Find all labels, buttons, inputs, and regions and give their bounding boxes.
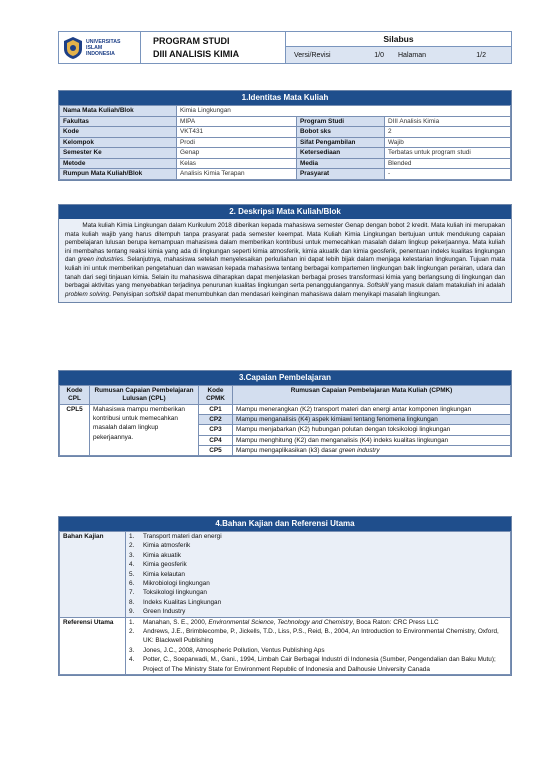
cpmk-text: Mampu menganalisis (K4) aspek kimiawi tentang fenomena lingkungan [233, 415, 511, 425]
university-name: UNIVERSITAS ISLAM INDONESIA [86, 38, 121, 57]
list-item: 2. Kimia atmosferik [129, 542, 191, 550]
header-cpl: Rumusan Capaian Pembelajaran Lulusan (CPL) [90, 386, 199, 405]
referensi-list [126, 617, 511, 674]
field-value: - [385, 169, 511, 180]
field-label: Rumpun Mata Kuliah/Blok [60, 169, 177, 180]
list-item: 1. Transport materi dan energi [129, 533, 222, 540]
bahan-kajian-table [59, 531, 511, 675]
cpmk-code: CP1 [199, 405, 233, 415]
list-item: 6. Mikrobiologi lingkungan [129, 580, 210, 588]
capaian-table [59, 385, 511, 456]
document-header [58, 31, 512, 64]
section-identitas [58, 90, 512, 181]
section-title: 3.Capaian Pembelajaran [59, 371, 511, 385]
field-value: VKT431 [177, 127, 297, 138]
identitas-table [59, 105, 511, 180]
identitas-row [60, 116, 511, 127]
program-block [141, 32, 286, 63]
header-cpmk: Rumusan Capaian Pembelajaran Mata Kuliah (CPMK) [233, 386, 511, 405]
program-name: DIII ANALISIS KIMIA [153, 48, 240, 59]
field-label: Semester Ke [60, 148, 177, 159]
field-label: Fakultas [60, 116, 177, 127]
field-label: Nama Mata Kuliah/Blok [60, 106, 177, 117]
university-logo [59, 32, 141, 63]
field-value: 2 [385, 127, 511, 138]
reference-item: 4. Potter, C., Soeparwadi, M., Gani., 1994, Limbah Cair Berbagai Industri di Indonesia (Sumber, Pengendalian dan Baku Mutu); Project of The Ministry State for Environment Republic of Indonesia and Dalhousie University Canada [129, 656, 496, 673]
cpmk-code: CP2 [199, 415, 233, 425]
field-value: Genap [177, 148, 297, 159]
field-value: Kelas [177, 158, 297, 169]
version-row [286, 47, 511, 63]
cpmk-code: CP3 [199, 425, 233, 435]
reference-item: 2. Andrews, J.E., Brimblecombe, P., Jickells, T.D., Liss, P.S., Reid, B., 2004, An Introduction to Environmental Chemistry, Oxford, UK: Blackwell Publishing [129, 628, 499, 645]
cpmk-text: Mampu menerangkan (K2) transport materi dan energi antar komponen lingkungan [233, 405, 511, 415]
cpmk-text: Mampu mengaplikasikan (k3) dasar green industry [233, 445, 511, 455]
description-text: Mata kuliah Kimia Lingkungan dalam Kurikulum 2018 diberikan kepada mahasiswa semester Genap dengan bobot 2 kredit. Mata kuliah ini merupakan mata kuliah wajib yang harus ditempuh tanpa prasyarat pada semester keempat. Mata Kuliah Kimia Lingkungan bertujuan untuk mendukung capaian pembelajaran lulusan berupa kemampuan mahasiswa dalam memberikan kontribusi untuk memecahkan masalah dalam lingkup pekerjaannya. Mata kuliah ini membahas tentang reaksi kimia yang ada di lingkungan seperti kimia atmosferik, kimia akuatik dan kimia geosferik, penentuan indeks kualitas lingkungan dan green industries. Selanjutnya, mahasiswa setelah menyelesaikan perkuliahan ini dapat lebih bijak dalam menjaga kelestarian lingkungan. Tujuan mata kuliah ini untuk memberikan pengetahuan dan wawasan kepada mahasiswa tentang berbagai kompartemen lingkungan baik lingkungan perairan, udara dan tanah dari segi tinjauan kimia. Selain itu mahasiswa diharapkan dapat menjelaskan berbagai proses transformasi kimia yang berlangsung di lingkungan dan berbagai aktivitas yang menyebabkan terjadinya penurunan kualitas lingkungan serta penanggulangannya. Softskill yang masuk dalam matakuliah ini adalah problem solving. Penyisipan softskill dapat menumbuhkan dan mendasari keinginan mahasiswa dalam menyikapi masalah lingkungan. [59, 219, 511, 302]
cpmk-code: CP5 [199, 445, 233, 455]
cpl-text: Mahasiswa mampu memberikan kontribusi untuk memecahkan masalah dalam lingkup pekerjaannya. [90, 405, 199, 456]
cpmk-text: Mampu menjabarkan (K2) hubungan polutan dengan toksikologi lingkungan [233, 425, 511, 435]
field-value: MIPA [177, 116, 297, 127]
field-value: Prodi [177, 137, 297, 148]
version-label: Versi/Revisi [294, 51, 331, 59]
field-value: Kimia Lingkungan [177, 106, 511, 117]
program-label: PROGRAM STUDI [153, 35, 230, 46]
identitas-row [60, 148, 511, 159]
field-value: Blended [385, 158, 511, 169]
section-title: 4.Bahan Kajian dan Referensi Utama [59, 517, 511, 531]
cpl-code: CPL5 [60, 405, 90, 456]
list-item: 4. Kimia geosferik [129, 561, 187, 569]
referensi-label: Referensi Utama [60, 617, 126, 674]
cpmk-code: CP4 [199, 435, 233, 445]
field-value: DIII Analisis Kimia [385, 116, 511, 127]
field-label: Sifat Pengambilan [297, 137, 385, 148]
section-capaian [58, 370, 512, 457]
version-value: 1/0 [374, 51, 384, 59]
field-label: Prasyarat [297, 169, 385, 180]
field-value: Wajib [385, 137, 511, 148]
field-label: Ketersediaan [297, 148, 385, 159]
field-label: Metode [60, 158, 177, 169]
field-label: Kelompok [60, 137, 177, 148]
identitas-row [60, 137, 511, 148]
identitas-row [60, 158, 511, 169]
section-deskripsi [58, 204, 512, 303]
bahan-kajian-list [126, 532, 511, 618]
identitas-row [60, 127, 511, 138]
section-title: 1.Identitas Mata Kuliah [59, 91, 511, 105]
cpmk-text: Mampu menghitung (K2) dan menganalisis (K4) indeks kualitas lingkungan [233, 435, 511, 445]
page-value: 1/2 [476, 51, 486, 59]
identitas-row [60, 169, 511, 180]
university-seal-icon [63, 36, 83, 60]
doc-type: Silabus [286, 32, 511, 47]
list-item: 9. Green Industry [129, 608, 186, 616]
section-bahan-kajian [58, 516, 512, 676]
field-label: Program Studi [297, 116, 385, 127]
field-label: Bobot sks [297, 127, 385, 138]
page-label: Halaman [398, 51, 427, 59]
reference-item: 3. Jones, J.C., 2008, Atmospheric Pollution, Ventus Publishing Aps [129, 646, 325, 654]
field-label: Media [297, 158, 385, 169]
field-value: Terbatas untuk program studi [385, 148, 511, 159]
cpmk-row [60, 405, 511, 415]
field-label: Kode [60, 127, 177, 138]
doc-meta-block [286, 32, 511, 63]
bahan-kajian-label: Bahan Kajian [60, 532, 126, 618]
list-item: 5. Kimia kelautan [129, 570, 185, 578]
list-item: 3. Kimia akuatik [129, 551, 182, 559]
header-kode-cpl: Kode CPL [60, 386, 90, 405]
list-item: 7. Toksikologi lingkungan [129, 589, 207, 597]
field-value: Analisis Kimia Terapan [177, 169, 297, 180]
list-item: 8. Indeks Kualitas Lingkungan [129, 598, 222, 606]
header-kode-cpmk: Kode CPMK [199, 386, 233, 405]
identitas-row [60, 106, 511, 117]
section-title: 2. Deskripsi Mata Kuliah/Blok [59, 205, 511, 219]
reference-item: 1. Manahan, S. E., 2000, Environmental Science, Technology and Chemistry, Boca Raton: CRC Press LLC [129, 618, 439, 626]
